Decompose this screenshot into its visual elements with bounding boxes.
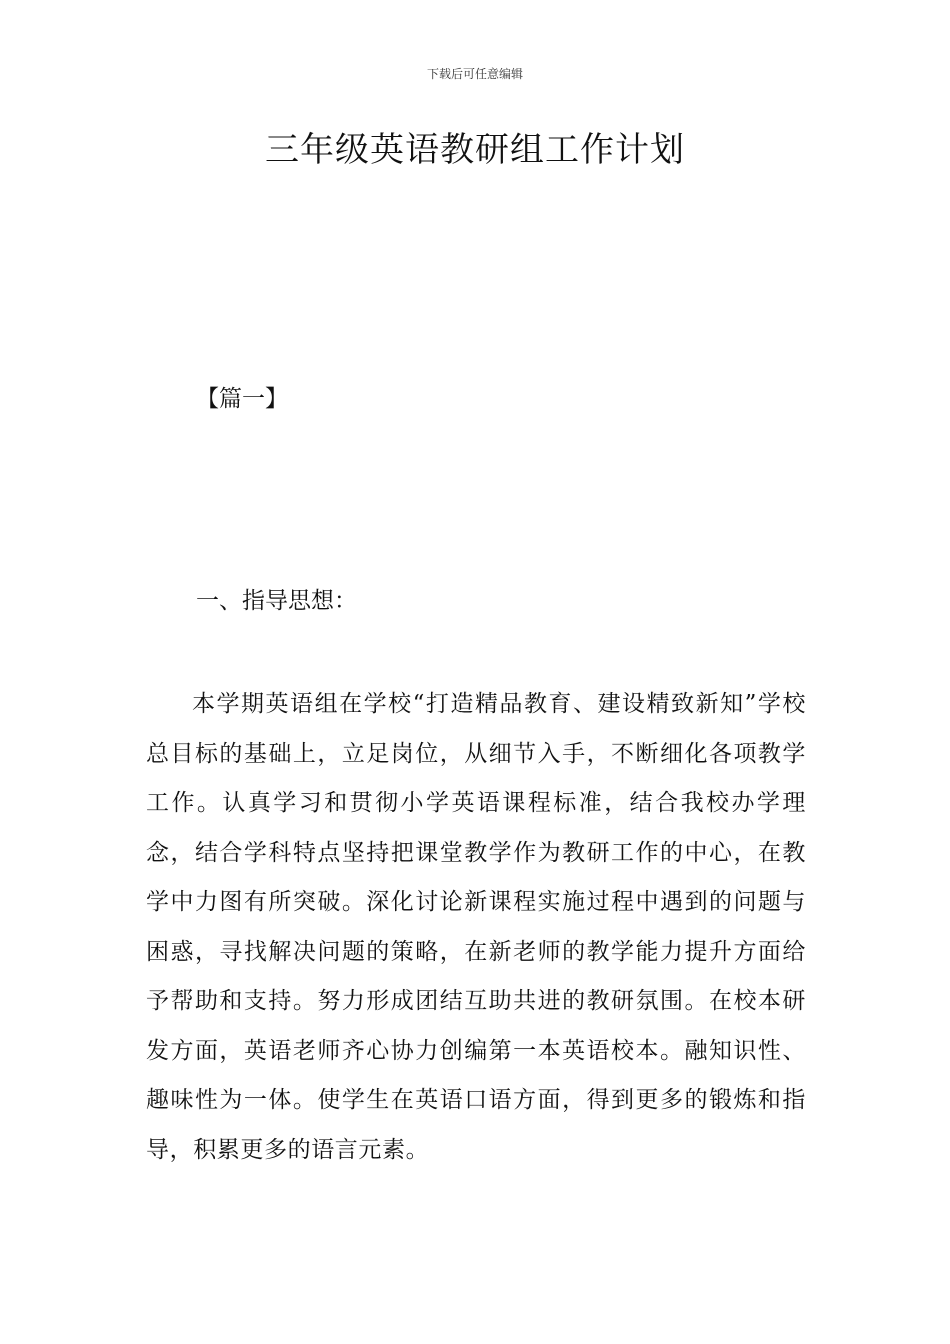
document-title: 三年级英语教研组工作计划 [265,130,685,170]
page-header-note: 下载后可任意编辑 [426,67,523,81]
section-marker: 【篇一】 [196,386,288,412]
section-heading: 一、指导思想： [196,588,357,614]
body-paragraph: 本学期英语组在学校“打造精品教育、建设精致新知”学校总目标的基础上，立足岗位，从细节入手，不断细化各项教学工作。认真学习和贯彻小学英语课程标准，结合我校办学理念，结合学科特点坚持把课堂教学作为教研工作的中心，在教学中力图有所突破。深化讨论新课程实施过程中遇到的问题与困惑，寻找解决问题的策略，在新老师的教学能力提升方面给予帮助和支持。努力形成团结互助共进的教研氛围。在校本研发方面，英语老师齐心协力创编第一本英语校本。融知识性、趣味性为一体。使学生在英语口语方面，得到更多的锻炼和指导，积累更多的语言元素。 [146,691,806,1163]
